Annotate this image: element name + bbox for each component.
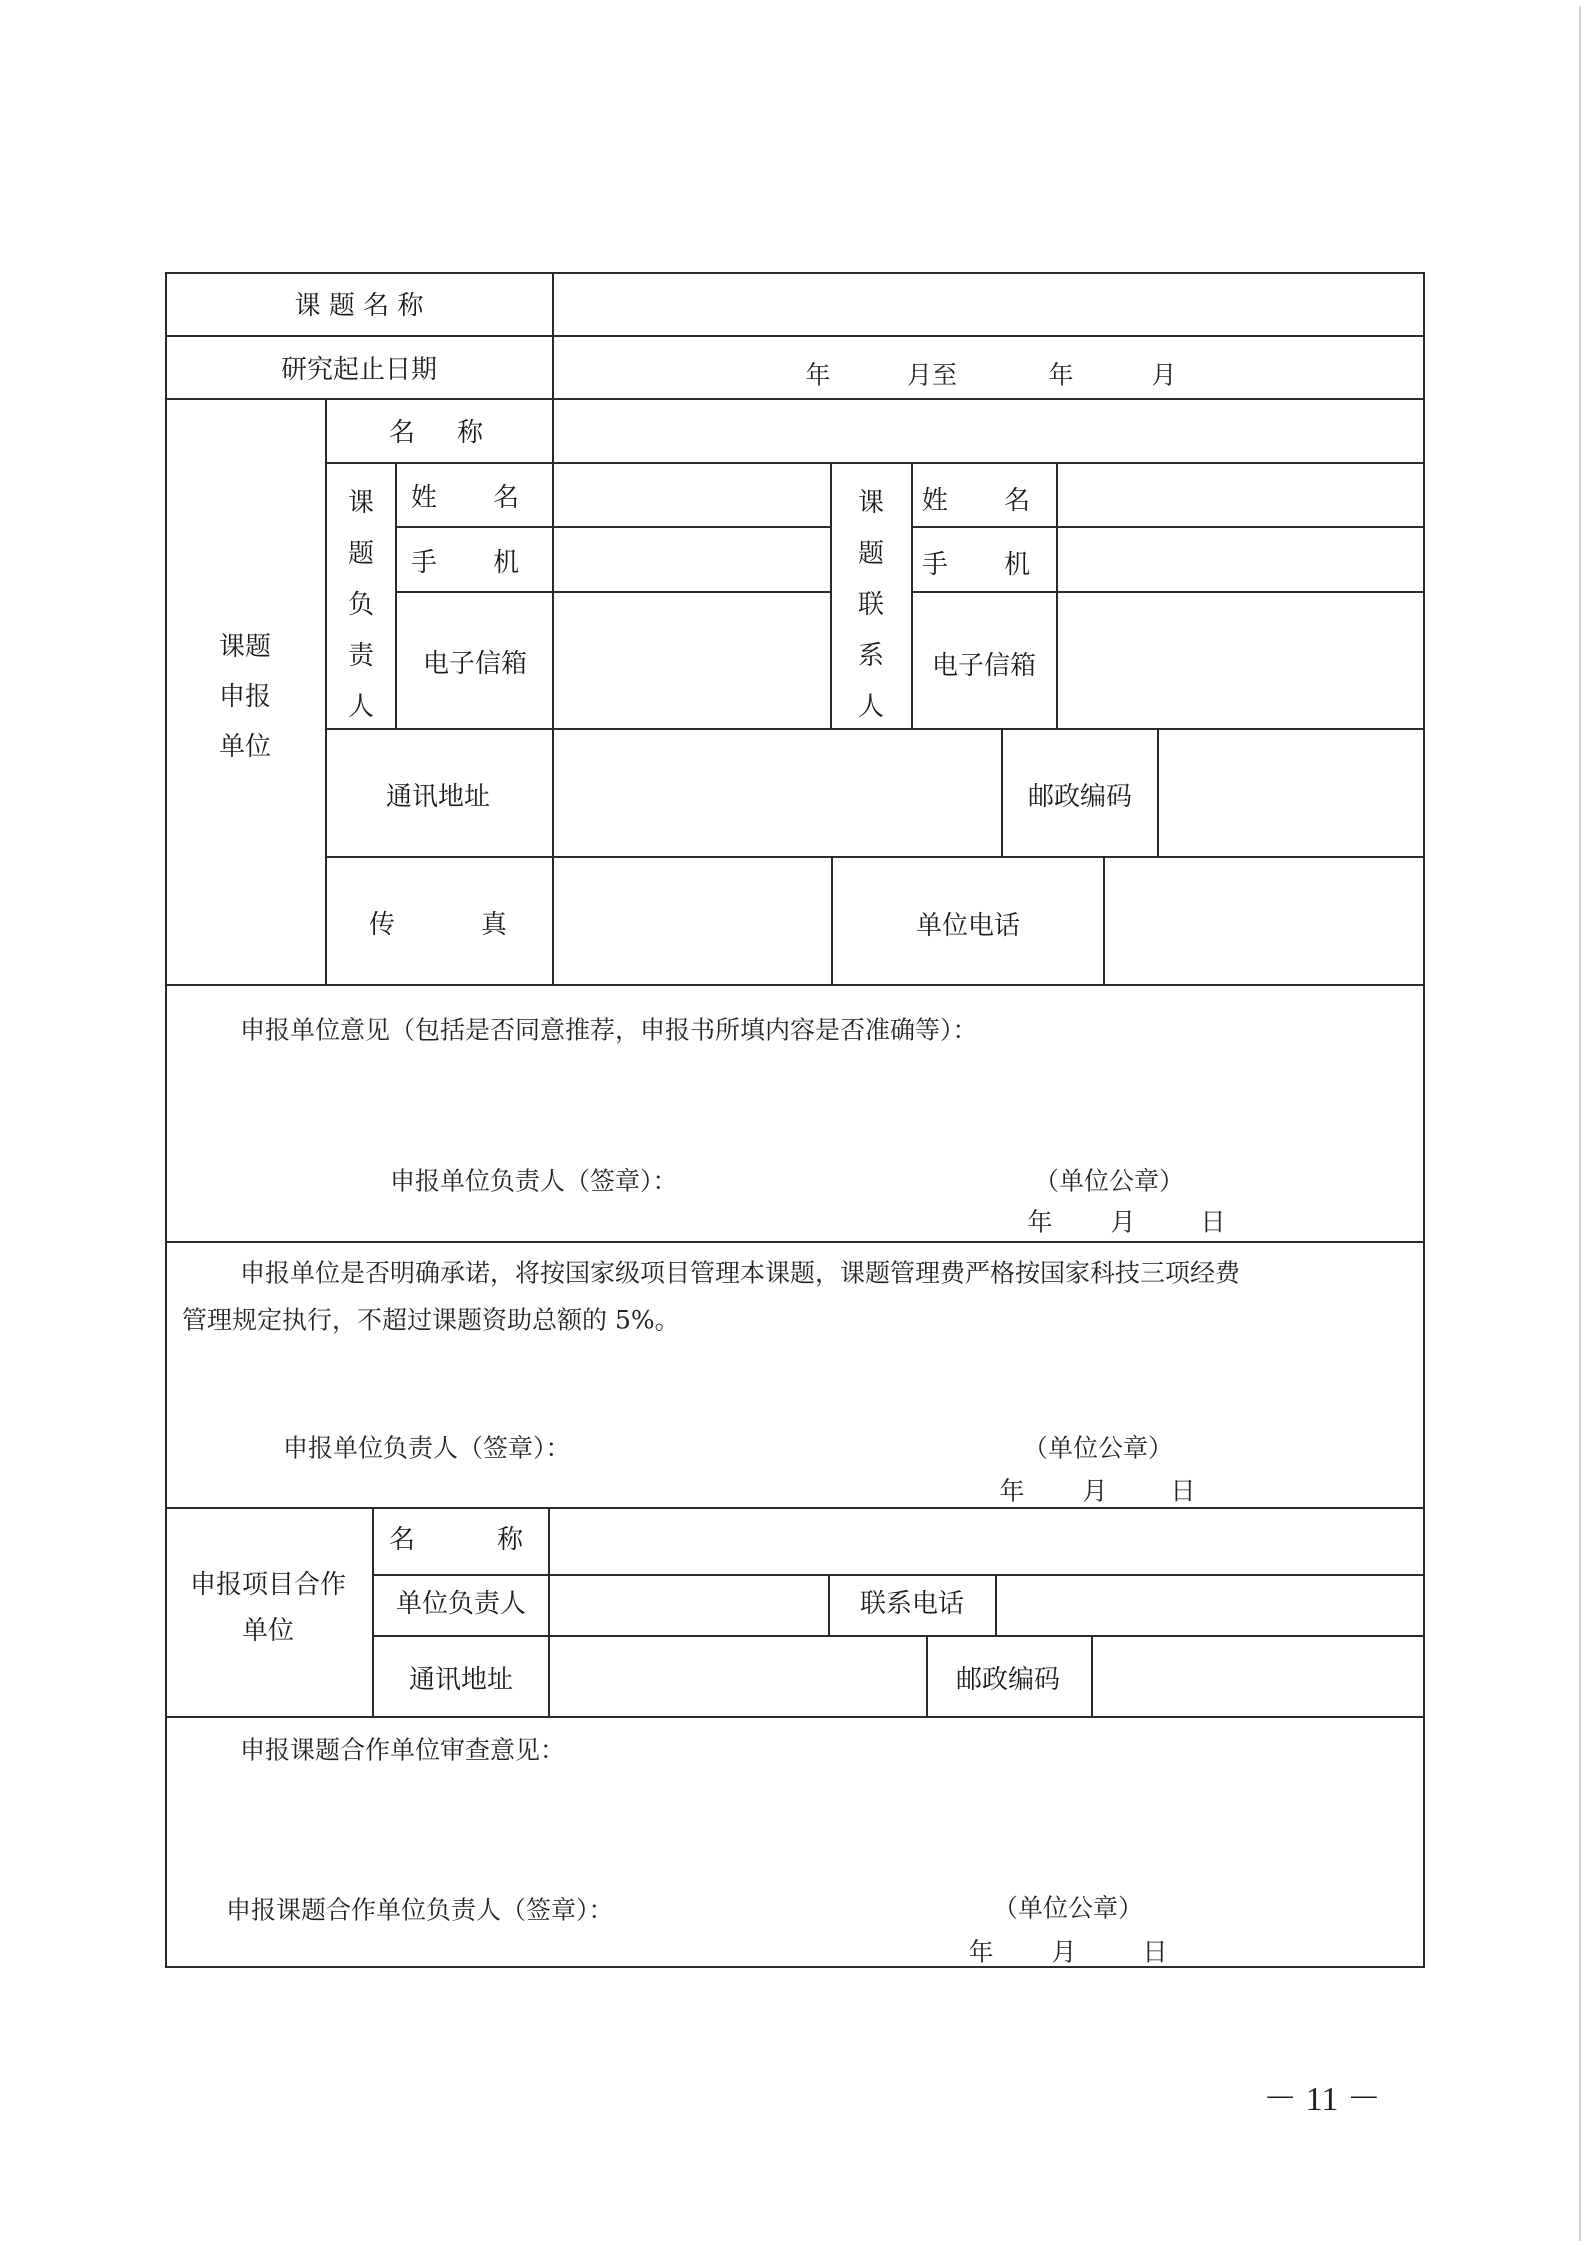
leader-group-label xyxy=(348,490,374,745)
partner-opinion-date-day: 日 xyxy=(1142,1937,1168,1967)
unit-opinion-field[interactable] xyxy=(168,1050,1422,1160)
partner-postcode-field[interactable] xyxy=(1094,1638,1422,1715)
unit-opinion-date-year: 年 xyxy=(1027,1207,1053,1237)
leader-name-label: 姓 名 xyxy=(410,483,544,513)
leader-group-char: 课 xyxy=(347,488,375,518)
partner-unit-label-line: 申报项目合作 xyxy=(189,1570,347,1600)
contact-group-char: 联 xyxy=(857,590,885,620)
contact-mobile-label: 手 机 xyxy=(921,550,1055,580)
fax-field[interactable] xyxy=(555,859,830,983)
leader-email-label: 电子信箱 xyxy=(422,649,528,679)
applicant-unit-label xyxy=(219,622,271,772)
commitment-date-day: 日 xyxy=(1170,1476,1196,1506)
partner-opinion-date-year: 年 xyxy=(968,1937,994,1967)
leader-name-field[interactable] xyxy=(555,465,829,525)
contact-group-char: 人 xyxy=(857,692,885,722)
partner-opinion-heading: 申报课题合作单位审查意见： xyxy=(240,1735,566,1765)
leader-mobile-label: 手 机 xyxy=(410,548,544,578)
unit-name-label: 名 称 xyxy=(388,418,492,448)
partner-postcode-label: 邮政编码 xyxy=(955,1665,1061,1695)
partner-unit-label xyxy=(190,1562,346,1654)
unit-name-field[interactable] xyxy=(555,401,1422,461)
partner-phone-field[interactable] xyxy=(998,1577,1422,1634)
partner-opinion-signer: 申报课题合作单位负责人（签章）： xyxy=(226,1895,614,1925)
project-name-field[interactable] xyxy=(555,275,1422,334)
page-number: － 11 － xyxy=(1263,2081,1381,2118)
partner-address-label: 通讯地址 xyxy=(408,1665,514,1695)
partner-unit-label-line: 单位 xyxy=(241,1616,295,1646)
postcode-label: 邮政编码 xyxy=(1027,782,1133,812)
leader-group-char: 题 xyxy=(347,539,375,569)
partner-phone-label: 联系电话 xyxy=(859,1589,965,1619)
unit-opinion-signer: 申报单位负责人（签章）： xyxy=(390,1166,678,1196)
address-field[interactable] xyxy=(555,731,1000,855)
partner-address-field[interactable] xyxy=(551,1638,925,1715)
partner-name-label: 名 称 xyxy=(388,1525,534,1555)
partner-leader-label: 单位负责人 xyxy=(395,1589,527,1619)
postcode-field[interactable] xyxy=(1160,731,1422,855)
contact-email-label: 电子信箱 xyxy=(931,651,1037,681)
commitment-date-year: 年 xyxy=(999,1476,1025,1506)
contact-name-label: 姓 名 xyxy=(921,486,1055,516)
commitment-line-2: 管理规定执行，不超过课题资助总额的 5%。 xyxy=(182,1305,680,1335)
period-start-year: 年 xyxy=(805,360,831,390)
partner-name-field[interactable] xyxy=(551,1510,1422,1573)
fax-label: 传 真 xyxy=(368,910,538,940)
contact-group-char: 题 xyxy=(857,539,885,569)
partner-opinion-field[interactable] xyxy=(168,1770,1422,1880)
contact-email-field[interactable] xyxy=(1059,594,1422,727)
contact-group-char: 课 xyxy=(857,488,885,518)
contact-mobile-field[interactable] xyxy=(1059,529,1422,590)
unit-phone-label: 单位电话 xyxy=(915,911,1021,941)
unit-opinion-stamp: （单位公章） xyxy=(1034,1166,1185,1196)
contact-name-field[interactable] xyxy=(1059,465,1422,525)
unit-opinion-heading: 申报单位意见（包括是否同意推荐，申报书所填内容是否准确等）： xyxy=(240,1015,978,1045)
unit-opinion-date-month: 月 xyxy=(1110,1207,1136,1237)
commitment-stamp: （单位公章） xyxy=(1023,1433,1174,1463)
period-end-year: 年 xyxy=(1048,360,1074,390)
commitment-line-1: 申报单位是否明确承诺，将按国家级项目管理本课题，课题管理费严格按国家科技三项经费 xyxy=(240,1258,1241,1288)
commitment-signer: 申报单位负责人（签章）： xyxy=(283,1433,571,1463)
applicant-unit-label-line: 单位 xyxy=(218,732,272,762)
applicant-unit-label-line: 课题 xyxy=(218,632,272,662)
leader-email-field[interactable] xyxy=(555,594,829,727)
leader-mobile-field[interactable] xyxy=(555,529,829,590)
period-start-month: 月至 xyxy=(906,360,958,390)
unit-phone-field[interactable] xyxy=(1106,859,1422,983)
leader-group-char: 负 xyxy=(347,590,375,620)
contact-group-char: 系 xyxy=(857,641,885,671)
address-label: 通讯地址 xyxy=(385,782,491,812)
leader-group-char: 人 xyxy=(347,692,375,722)
project-name-label: 课 题 名 称 xyxy=(294,291,424,321)
unit-opinion-date-day: 日 xyxy=(1200,1207,1226,1237)
partner-opinion-date-month: 月 xyxy=(1051,1937,1077,1967)
applicant-unit-label-line: 申报 xyxy=(218,682,272,712)
partner-leader-field[interactable] xyxy=(551,1577,827,1634)
leader-group-char: 责 xyxy=(347,641,375,671)
period-end-month: 月 xyxy=(1151,360,1177,390)
partner-opinion-stamp: （单位公章） xyxy=(993,1893,1144,1923)
contact-group-label xyxy=(858,490,884,745)
commitment-date-month: 月 xyxy=(1082,1476,1108,1506)
period-label: 研究起止日期 xyxy=(280,355,438,385)
